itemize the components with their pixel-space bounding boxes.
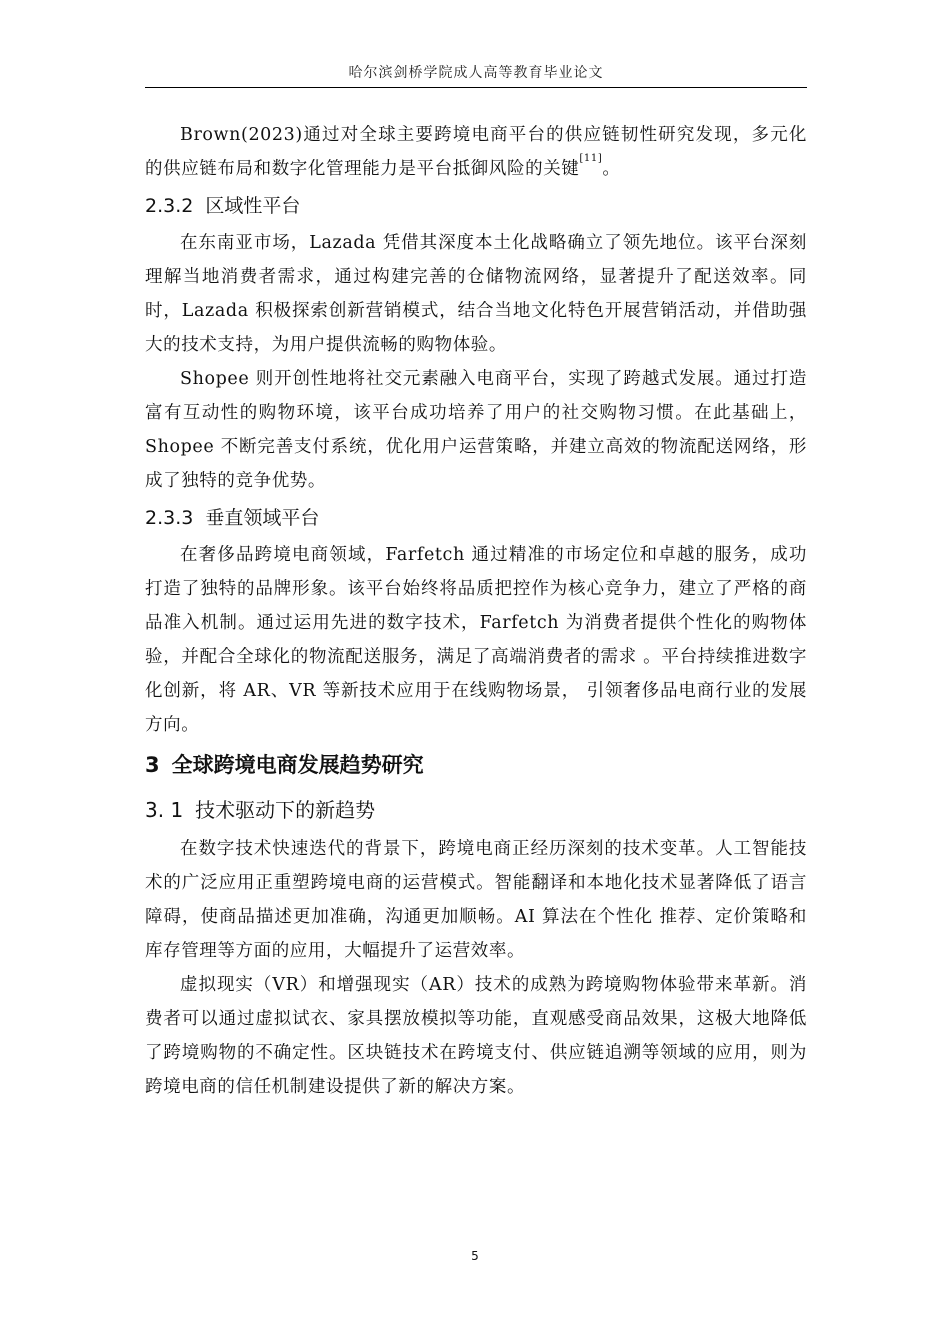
heading-title: 垂直领域平台 xyxy=(205,507,320,529)
paragraph-vr-ar: 虚拟现实（VR）和增强现实（AR）技术的成熟为跨境购物体验带来革新。消费者可以通过虚拟试衣、家具摆放模拟等功能，直观感受商品效果，这极大地降低了跨境购物的不确定性。区块链技术在跨境支付、供应链追溯等领域的应用，则为跨境电商的信任机制建设提供了新的解决方案。 xyxy=(145,975,807,1097)
heading-number: 2.3.2 xyxy=(145,195,194,217)
page-number: 5 xyxy=(471,1249,479,1263)
paragraph-farfetch: 在奢侈品跨境电商领域，Farfetch 通过精准的市场定位和卓越的服务，成功打造了独特的品牌形象。该平台始终将品质把控作为核心竞争力，建立了严格的商品准入机制。通过运用先进的数字技术，Farfetch 为消费者提供个性化的购物体验，并配合全球化的物流配送服务，满足了高端消费者的需求 。平台持续推进数字化创新，将 AR、VR 等新技术应用于在线购物场景， 引领奢侈品电商行业的发展方向。 xyxy=(145,545,807,735)
paragraph-end: 。 xyxy=(602,159,621,179)
paragraph-lazada: 在东南亚市场，Lazada 凭借其深度本土化战略确立了领先地位。该平台深刻理解当地消费者需求，通过构建完善的仓储物流网络，显著提升了配送效率。同时，Lazada 积极探索创新营销模式，结合当地文化特色开展营销活动，并借助强大的技术支持，为用户提供流畅的购物体验。 xyxy=(145,233,807,355)
paragraph-shopee: Shopee 则开创性地将社交元素融入电商平台，实现了跨越式发展。通过打造富有互动性的购物环境，该平台成功培养了用户的社交购物习惯。在此基础上，Shopee 不断完善支付系统，优化用户运营策略，并建立高效的物流配送网络，形成了独特的竞争优势。 xyxy=(145,369,807,491)
heading-2-3-3 xyxy=(145,498,807,538)
paragraph-ai-tech: 在数字技术快速迭代的背景下，跨境电商正经历深刻的技术变革。人工智能技术的广泛应用正重塑跨境电商的运营模式。智能翻译和本地化技术显著降低了语言障碍，使商品描述更加准确，沟通更加顺畅。AI 算法在个性化 推荐、定价策略和库存管理等方面的应用，大幅提升了运营效率。 xyxy=(145,839,807,961)
heading-chapter-3 xyxy=(145,742,807,788)
header-rule xyxy=(145,87,807,88)
heading-title: 技术驱动下的新趋势 xyxy=(195,798,376,822)
heading-3-1 xyxy=(145,788,807,832)
heading-number: 3 xyxy=(145,753,160,777)
heading-2-3-2 xyxy=(145,186,807,226)
document-body xyxy=(145,118,807,1104)
heading-title: 区域性平台 xyxy=(205,195,301,217)
citation-ref: [11] xyxy=(579,153,603,164)
heading-number: 3. 1 xyxy=(145,798,184,822)
page-header: 哈尔滨剑桥学院成人高等教育毕业论文 xyxy=(348,65,604,81)
paragraph-text: Brown(2023)通过对全球主要跨境电商平台的供应链韧性研究发现，多元化的供应链布局和数字化管理能力是平台抵御风险的关键 xyxy=(145,125,807,179)
heading-number: 2.3.3 xyxy=(145,507,194,529)
heading-title: 全球跨境电商发展趋势研究 xyxy=(171,753,424,777)
paragraph-brown-2023 xyxy=(145,118,807,186)
